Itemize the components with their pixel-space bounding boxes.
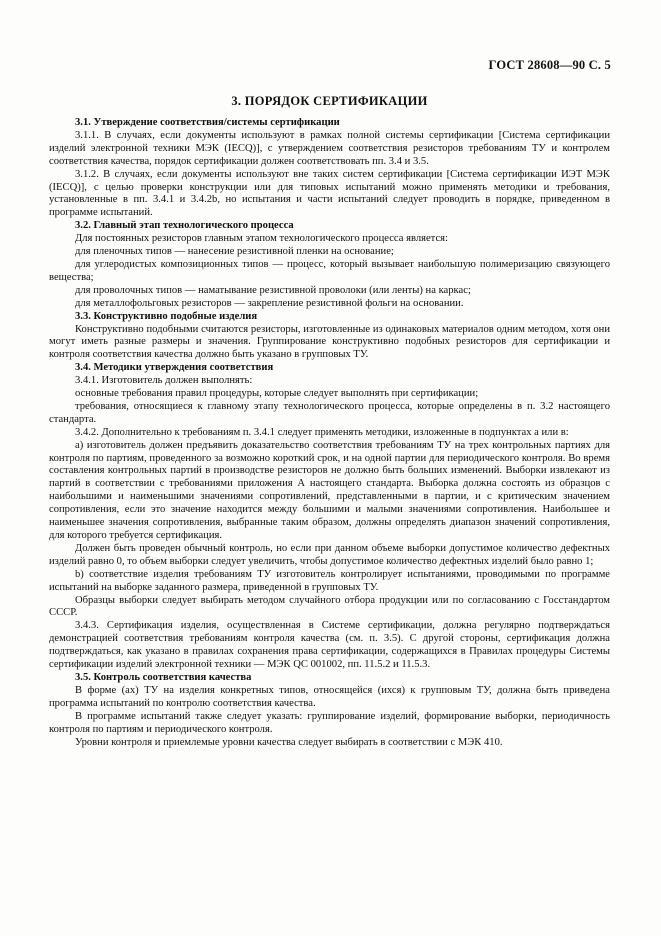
section-body: [49, 117, 610, 749]
page-header: ГОСТ 28608—90 С. 5: [488, 58, 611, 72]
paragraph: В программе испытаний также следует указать: группирование изделий, формирование выборки, периодичность контроля по партиям и периодического контроля.: [49, 710, 610, 735]
subsection-heading: 3.2. Главный этап технологического процесса: [75, 220, 294, 232]
subsection-heading: 3.5. Контроль соответствия качества: [75, 671, 252, 683]
paragraph: для пленочных типов — нанесение резистивной пленки на основание;: [75, 246, 394, 258]
paragraph: Конструктивно подобными считаются резисторы, изготовленные из одинаковых материалов одним методом, хотя они могут иметь разные размеры и значения. Группирование конструктивно подобных резисторов для сертификации и контроля соответствия качества должно быть указано в групповых ТУ.: [49, 323, 610, 361]
subsection-heading: 3.4. Методики утверждения соответствия: [75, 362, 274, 374]
paragraph: для металлофольговых резисторов — закрепление резистивной фольги на основании.: [75, 297, 464, 309]
subsection-heading: 3.3. Конструктивно подобные изделия: [75, 310, 258, 322]
paragraph: для углеродистых композиционных типов — процесс, который вызывает наибольшую полимеризацию связующего вещества;: [49, 258, 610, 283]
paragraph: 3.4.1. Изготовитель должен выполнять:: [75, 375, 253, 387]
paragraph: Должен быть проведен обычный контроль, но если при данном объеме выборки допустимое количество дефектных изделий равно 0, то объем выборки следует увеличить, чтобы допустимое количество дефектных изделий было равно 1;: [49, 542, 610, 567]
paragraph: 3.1.1. В случаях, если документы используют в рамках полной системы сертификации [Система сертификации изделий электронной техники МЭК (IECQ)], с утверждением соответствия резисторов требованиям ТУ и контролем соответствия качества, порядок сертификации должен соответствовать пп. 3.4 и 3.5.: [49, 129, 610, 167]
paragraph: Уровни контроля и приемлемые уровни качества следует выбирать в соответствии с МЭК 410.: [75, 736, 503, 748]
paragraph: 3.1.2. В случаях, если документы используют вне таких систем сертификации [Система сертификации ИЭТ МЭК (IECQ)], с целью проверки конструкции или для типовых испытаний можно применять методики и требования, установленные в пп. 3.4.1 и 3.4.2b, но испытания и части испытаний следует проводить в порядке, приведенном в программе испытаний.: [49, 168, 610, 219]
section-title: 3. ПОРЯДОК СЕРТИФИКАЦИИ: [231, 94, 428, 108]
paragraph: требования, относящиеся к главному этапу технологического процесса, которые определены в п. 3.2 настоящего стандарта.: [49, 400, 610, 425]
paragraph: основные требования правил процедуры, которые следует выполнять при сертификации;: [75, 388, 479, 400]
paragraph: а) изготовитель должен предъявить доказательство соответствия требованиям ТУ на трех контрольных партиях для контроля по партиям, проведенного за возможно короткий срок, и на одной партии для периодического контроля. Во время составления контрольных партий в производстве резисторов не должно быть больших изменений. Выборки извлекают из партий в соответствии с требованиями приложения А настоящего стандарта. Выборка должна состоять из образцов с наибольшими и наименьшими значениями сопротивлений, представленными в партии, и с критическим значением сопротивления, если это значение находится между большими и малыми значениями сопротивления. Наибольшее и наименьшее значения сопротивления, выбранные таким образом, должны определять диапазон значений сопротивления, для которого требуется сертификация.: [49, 439, 610, 541]
subsection-heading: 3.1. Утверждение соответствия/системы сертификации: [75, 117, 340, 128]
paragraph: для проволочных типов — наматывание резистивной проволоки (или ленты) на каркас;: [75, 284, 471, 296]
paragraph: Образцы выборки следует выбирать методом случайного отбора продукции или по согласованию с Госстандартом СССР.: [49, 594, 610, 619]
paragraph: 3.4.2. Дополнительно к требованиям п. 3.4.1 следует применять методики, изложенные в подпунктах а или в:: [75, 426, 569, 438]
paragraph: В форме (ах) ТУ на изделия конкретных типов, относящейся (ихся) к групповым ТУ, должна быть приведена программа испытаний по контролю соответствия качества.: [49, 684, 610, 709]
page-content: [49, 94, 610, 749]
paragraph: b) соответствие изделия требованиям ТУ изготовитель контролирует испытаниями, проводимыми по программе испытаний на выборке заданного размера, приведенной в групповых ТУ.: [49, 568, 610, 593]
paragraph: 3.4.3. Сертификация изделия, осуществленная в Системе сертификации, должна регулярно подтверждаться демонстрацией соответствия требованиям контроля качества (см. п. 3.5). С другой стороны, сертификация должна подтверждаться, как указано в правилах сохранения права сертификации, содержащихся в Правилах процедуры Системы сертификации изделий электронной техники — МЭК QC 001002, пп. 11.5.2 и 11.5.3.: [49, 620, 610, 671]
paragraph: Для постоянных резисторов главным этапом технологического процесса является:: [75, 233, 448, 245]
